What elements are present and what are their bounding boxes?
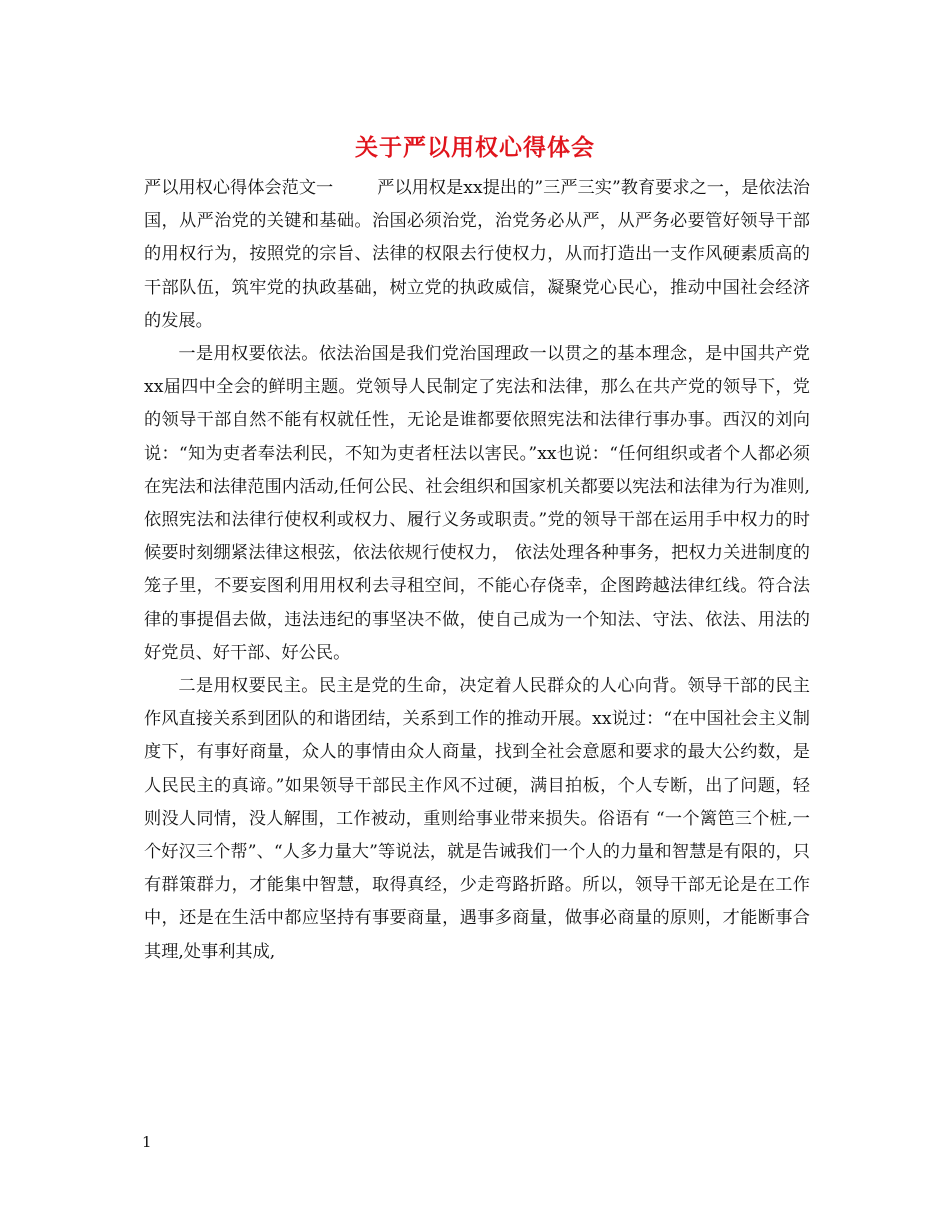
- paragraph-intro: [144, 172, 810, 338]
- paragraph-3: 二是用权要民主。民主是党的生命，决定着人民群众的人心向背。领导干部的民主作风直接关系到团队的和谐团结，关系到工作的推动开展。xx说过：“在中国社会主义制度下，有事好商量，众人的事情由众人商量，找到全社会意愿和要求的最大公约数，是人民民主的真谛。”如果领导干部民主作风不过硬，满目拍板，个人专断，出了问题，轻则没人同情，没人解围，工作被动，重则给事业带来损失。俗语有 “一个篱笆三个桩,一个好汉三个帮”、“人多力量大”等说法，就是告诫我们一个人的力量和智慧是有限的，只有群策群力，才能集中智慧，取得真经，少走弯路折路。所以，领导干部无论是在工作中，还是在生活中都应坚持有事要商量，遇事多商量，做事必商量的原则，才能断事合其理,处事利其成,: [144, 676, 810, 962]
- paragraph-2: 一是用权要依法。依法治国是我们党治国理政一以贯之的基本理念，是中国共产党xx届四中全会的鲜明主题。党领导人民制定了宪法和法律，那么在共产党的领导下，党的领导干部自然不能有权就任性，无论是谁都要依照宪法和法律行事办事。西汉的刘向说：“知为吏者奉法利民，不知为吏者枉法以害民。”xx也说：“任何组织或者个人都必须在宪法和法律范围内活动,任何公民、社会组织和国家机关都要以宪法和法律为行为准则,依照宪法和法律行使权利或权力、履行义务或职责。”党的领导干部在运用手中权力的时候要时刻绷紧法律这根弦，依法依规行使权力， 依法处理各种事务，把权力关进制度的笼子里，不要妄图利用用权利去寻租空间，不能心存侥幸，企图跨越法律红线。符合法律的事提倡去做，违法违纪的事坚决不做，使自己成为一个知法、守法、依法、用法的好党员、好干部、好公民。: [144, 344, 810, 663]
- document-title: 关于严以用权心得体会: [355, 134, 595, 161]
- paragraph-1-text: 严以用权是xx提出的”三严三实”教育要求之一，是依法治国，从严治党的关键和基础。治国必须治党，治党务必从严，从严务必要管好领导干部的用权行为，按照党的宗旨、法律的权限去行使权力，从而打造出一支作风硬素质高的干部队伍，筑牢党的执政基础，树立党的执政威信，凝聚党心民心，推动中国社会经济的发展。: [144, 178, 810, 331]
- document-body: [144, 172, 810, 969]
- page-number: 1: [142, 1133, 152, 1151]
- intro-label: 严以用权心得体会范文一: [144, 178, 334, 198]
